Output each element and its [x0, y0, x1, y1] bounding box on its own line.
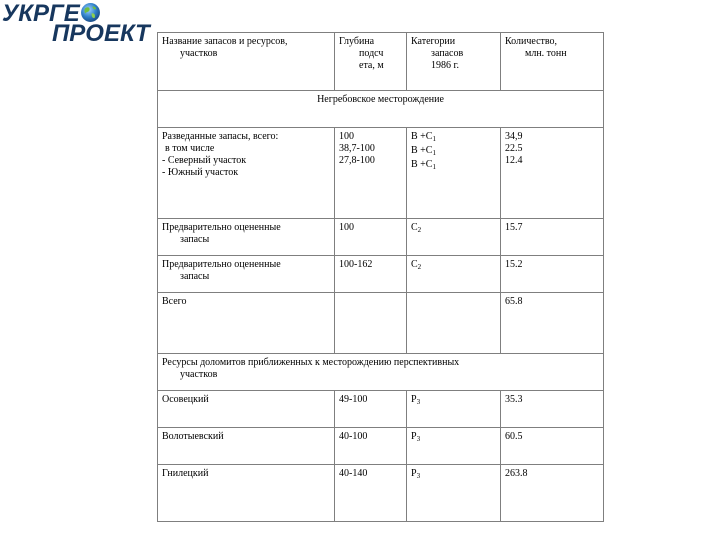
header-depth: Глубина подсч ета, м [335, 33, 407, 91]
table-header-row [158, 33, 604, 91]
table-row [158, 391, 604, 428]
row-name: Волотыевский [158, 428, 335, 465]
row-category: $P_3$ [407, 465, 501, 522]
section-row-resources [158, 354, 604, 391]
section-title: Негребовское месторождение [158, 91, 604, 128]
logo-line-1: УКРГЕ [2, 0, 80, 27]
logo [2, 0, 152, 46]
logo-line-2: ПРОЕКТ [52, 20, 150, 47]
reserves-table [157, 32, 604, 522]
row-category [407, 293, 501, 354]
row-name: Предварительно оцененные запасы [158, 219, 335, 256]
total-quantity: 65.8 [501, 293, 604, 354]
row-category: $P_3$ [407, 391, 501, 428]
header-quantity: Количество, млн. тонн [501, 33, 604, 91]
row-depth: 49-100 [335, 391, 407, 428]
total-label: Всего [158, 293, 335, 354]
header-name: Название запасов и ресурсов, участков [158, 33, 335, 91]
row-category: $C_2$ [407, 219, 501, 256]
row-quantity: 60.5 [501, 428, 604, 465]
table-row [158, 428, 604, 465]
table-row [158, 256, 604, 293]
row-quantity: 15.2 [501, 256, 604, 293]
section-row-deposit [158, 91, 604, 128]
row-depth: 40-100 [335, 428, 407, 465]
row-depth [335, 293, 407, 354]
row-name: Гнилецкий [158, 465, 335, 522]
row-category: $C_2$ [407, 256, 501, 293]
row-quantity: 263.8 [501, 465, 604, 522]
row-name: Разведанные запасы, всего: в том числе - Северный участок - Южный участок [158, 128, 335, 219]
row-depth: 100-162 [335, 256, 407, 293]
row-quantity: 34,9 22.5 12.4 [501, 128, 604, 219]
row-quantity: 35.3 [501, 391, 604, 428]
row-category: $P_3$ [407, 428, 501, 465]
header-category: Категории запасов 1986 г. [407, 33, 501, 91]
row-depth: 100 [335, 219, 407, 256]
row-name: Предварительно оцененные запасы [158, 256, 335, 293]
row-name: Осовецкий [158, 391, 335, 428]
section-title: Ресурсы доломитов приближенных к месторождению перспективных участков [158, 354, 604, 391]
table-row [158, 465, 604, 522]
table-row [158, 128, 604, 219]
row-category: $B +C_1$ $B +C_1$ $B +C_1$ [407, 128, 501, 219]
row-quantity: 15.7 [501, 219, 604, 256]
row-depth: 40-140 [335, 465, 407, 522]
table-row [158, 219, 604, 256]
row-depth: 100 38,7-100 27,8-100 [335, 128, 407, 219]
total-row [158, 293, 604, 354]
